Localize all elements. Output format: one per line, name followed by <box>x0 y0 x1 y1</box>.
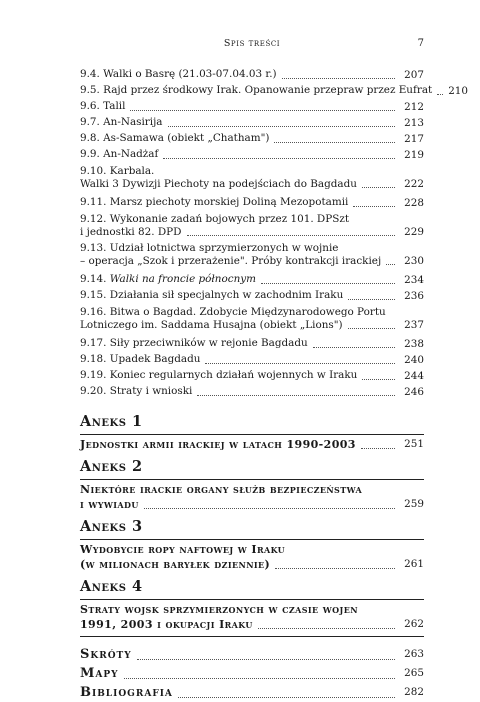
toc-page-number: 217 <box>404 133 424 145</box>
toc-page-number: 229 <box>404 226 424 238</box>
divider <box>80 539 424 540</box>
running-title: Spis treści <box>223 38 281 49</box>
page-header <box>80 38 424 52</box>
annex-title: Aneks 3 <box>80 518 143 535</box>
toc-entry[interactable]: 9.20. Straty i wnioski 246 <box>80 385 424 398</box>
dot-leader <box>130 110 395 111</box>
divider <box>80 636 424 637</box>
dot-leader <box>362 379 395 380</box>
toc-entry[interactable]: 9.19. Koniec regularnych działań wojennych w Iraku 244 <box>80 369 424 382</box>
dot-leader <box>144 508 395 509</box>
toc-entry[interactable]: 9.14. Walki na froncie północnym 234 <box>80 273 424 286</box>
toc-entry[interactable]: 9.15. Działania sił specjalnych w zachodnim Iraku 236 <box>80 289 424 302</box>
toc-entry[interactable]: 9.5. Rajd przez środkowy Irak. Opanowanie przepraw przez Eufrat 210 <box>80 84 469 97</box>
toc-page-number: 210 <box>448 85 469 97</box>
toc-page-number: 263 <box>404 648 424 660</box>
toc-page-number: 240 <box>404 354 424 366</box>
dot-leader <box>274 142 395 143</box>
toc-entry[interactable]: 9.18. Upadek Bagdadu 240 <box>80 353 424 366</box>
toc-page-number: 246 <box>404 386 424 398</box>
dot-leader <box>275 568 395 569</box>
annex-block[interactable]: Aneks 2 Niektóre irackie organy służb bezpieczeństwa i wywiadu 259 <box>80 458 424 511</box>
toc-page-number: 207 <box>404 69 424 81</box>
toc-page-number: 282 <box>404 686 424 698</box>
annex-block[interactable]: Aneks 1 Jednostki armii irackiej w latach 1990-2003 251 <box>80 413 424 451</box>
dot-leader <box>124 678 395 679</box>
toc-page-number: 230 <box>404 255 424 267</box>
toc-entry[interactable]: 9.16. Bitwa o Bagdad. Zdobycie Międzynarodowego Portu Lotniczego im. Saddama Husajna (obiekt „Lions") 237 <box>80 306 424 331</box>
dot-leader <box>362 187 395 188</box>
toc-entry[interactable]: 9.6. Talil 212 <box>80 100 424 113</box>
toc-page-number: 222 <box>404 178 424 190</box>
toc-page-number: 261 <box>404 558 424 570</box>
toc-page-number: 251 <box>404 438 424 450</box>
toc-entry[interactable]: 9.8. As-Samawa (obiekt „Chatham") 217 <box>80 132 424 145</box>
dot-leader <box>187 235 395 236</box>
toc-page-number: 228 <box>404 197 424 209</box>
toc-entry[interactable]: 9.10. Karbala. Walki 3 Dywizji Piechoty na podejściach do Bagdadu 222 <box>80 165 424 190</box>
dot-leader <box>282 78 395 79</box>
dot-leader <box>361 448 395 449</box>
toc-entry[interactable]: 9.13. Udział lotnictwa sprzymierzonych w wojnie – operacja „Szok i przerażenie". Próby kontrakcji irackiej 230 <box>80 242 424 267</box>
toc-page-number: 213 <box>404 117 424 129</box>
toc-entry[interactable]: 9.11. Marsz piechoty morskiej Doliną Mezopotamii 228 <box>80 196 424 209</box>
toc-page-number: 212 <box>404 101 424 113</box>
toc-page-number: 236 <box>404 290 424 302</box>
toc-section[interactable]: Skróty 263 <box>80 647 424 662</box>
dot-leader <box>437 94 443 95</box>
toc-page-number: 238 <box>404 338 424 350</box>
toc-entry[interactable]: 9.17. Siły przeciwników w rejonie Bagdadu 238 <box>80 337 424 350</box>
toc-entry[interactable]: 9.7. An-Nasirija 213 <box>80 116 424 129</box>
dot-leader <box>386 264 395 265</box>
divider <box>80 479 424 480</box>
toc-page-number: 234 <box>404 274 424 286</box>
toc-page-number: 219 <box>404 149 424 161</box>
toc-section[interactable]: Bibliografia 282 <box>80 685 424 700</box>
toc-entry[interactable]: 9.12. Wykonanie zadań bojowych przez 101. DPSzt i jednostki 82. DPD 229 <box>80 213 424 238</box>
dot-leader <box>197 395 395 396</box>
annex-title: Aneks 4 <box>80 578 143 595</box>
dot-leader <box>178 697 395 698</box>
annex-block[interactable]: Aneks 4 Straty wojsk sprzymierzonych w czasie wojen 1991, 2003 i okupacji Iraku 262 <box>80 578 424 631</box>
annex-title: Aneks 1 <box>80 413 143 430</box>
toc-section[interactable]: Mapy 265 <box>80 666 424 681</box>
divider <box>80 434 424 435</box>
toc-page-number: 237 <box>404 319 424 331</box>
dot-leader <box>163 158 395 159</box>
dot-leader <box>313 347 395 348</box>
annex-block[interactable]: Aneks 3 Wydobycie ropy naftowej w Iraku (w milionach baryłek dziennie) 261 <box>80 518 424 571</box>
toc-page-number: 265 <box>404 667 424 679</box>
dot-leader <box>137 659 395 660</box>
dot-leader <box>353 206 395 207</box>
page-number: 7 <box>417 38 424 49</box>
table-of-contents <box>80 66 469 702</box>
dot-leader <box>205 363 395 364</box>
toc-entry[interactable]: 9.4. Walki o Basrę (21.03-07.04.03 r.) 207 <box>80 68 424 81</box>
dot-leader <box>168 126 396 127</box>
annex-title: Aneks 2 <box>80 458 143 475</box>
toc-page-number: 262 <box>404 618 424 630</box>
dot-leader <box>348 328 395 329</box>
toc-entry[interactable]: 9.9. An-Nadżaf 219 <box>80 148 424 161</box>
toc-page-number: 244 <box>404 370 424 382</box>
dot-leader <box>348 299 395 300</box>
dot-leader <box>258 628 395 629</box>
divider <box>80 599 424 600</box>
dot-leader <box>261 283 395 284</box>
toc-page-number: 259 <box>404 498 424 510</box>
